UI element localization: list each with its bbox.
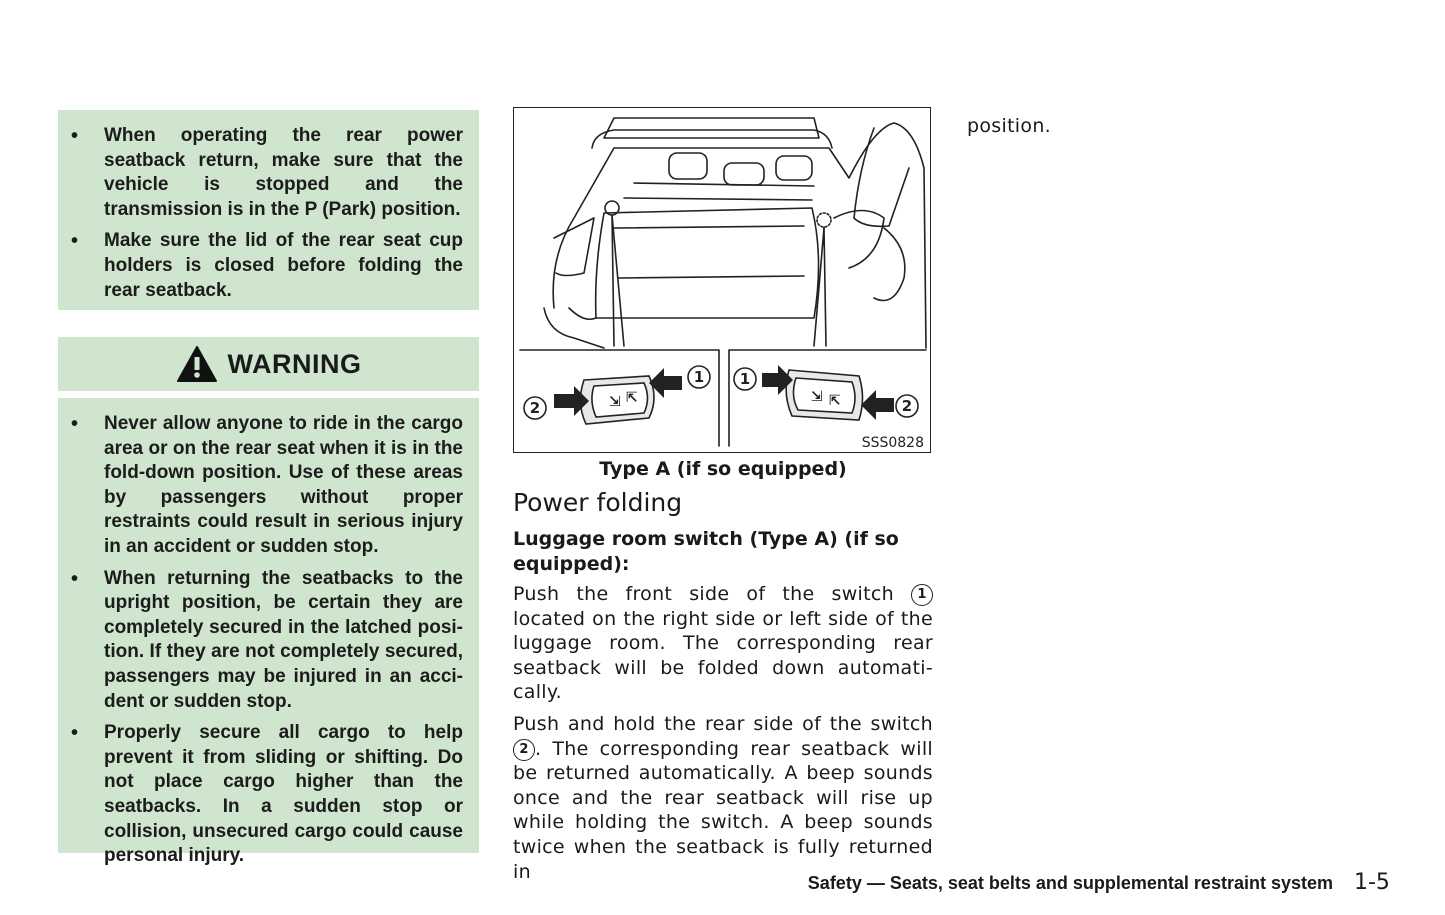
caution-note-box bbox=[58, 110, 479, 310]
luggage-switch-illustration bbox=[513, 107, 931, 453]
figure-caption: Type A (if so equipped) bbox=[599, 458, 847, 480]
caution-note-item: • When operating the rear power seatback return, make sure that the vehicle is stopped and the transmission is in the P (Park) position. bbox=[58, 124, 479, 222]
warning-item: • When returning the seatbacks to the upright position, be certain they are completely secured in the latched posi-tion. If they are not completely secured, passengers may be injured in an acci-dent or sudden stop. bbox=[58, 567, 479, 715]
paragraph-rear-switch bbox=[513, 712, 933, 884]
svg-text:⇱: ⇱ bbox=[626, 390, 638, 406]
caution-note-item: • Make sure the lid of the rear seat cup holders is closed before folding the rear seatback. bbox=[58, 229, 479, 303]
warning-title: WARNING bbox=[227, 348, 362, 379]
warning-item: • Never allow anyone to ride in the cargo area or on the rear seat when it is in the fold-down position. Use of these areas by passengers without proper restraints could result in serious injury in an accident or sudden stop. bbox=[58, 412, 479, 560]
continuation-text: position. bbox=[967, 115, 1051, 137]
svg-text:⇱: ⇱ bbox=[829, 393, 841, 409]
svg-text:⇲: ⇲ bbox=[811, 389, 823, 405]
paragraph-front-switch bbox=[513, 582, 933, 705]
callout-2-left: 2 bbox=[529, 399, 541, 417]
cargo-area-drawing bbox=[514, 108, 929, 451]
callout-1-left: 1 bbox=[693, 368, 705, 386]
warning-body bbox=[58, 398, 479, 867]
circled-number-2: 2 bbox=[513, 739, 535, 761]
callout-2-right: 2 bbox=[901, 397, 913, 415]
footer-section-label: Safety — Seats, seat belts and supplemental restraint system bbox=[807, 873, 1333, 893]
circled-number-1: 1 bbox=[911, 584, 933, 606]
callout-1-right: 1 bbox=[739, 370, 751, 388]
warning-triangle-icon bbox=[176, 345, 218, 383]
warning-header bbox=[58, 337, 479, 391]
para1-text-a: Push the front side of the switch bbox=[513, 583, 894, 605]
page-number: 1-5 bbox=[1354, 870, 1390, 895]
para1-text-b: located on the right side or left side of the luggage room. The corresponding rear seatback will be folded down automati-cally. bbox=[513, 607, 933, 704]
sub-title: Luggage room switch (Type A) (if so equipped): bbox=[513, 528, 899, 575]
section-title: Power folding bbox=[513, 488, 683, 517]
para2-text-b: . The corresponding rear seatback will be returned automatically. A beep sounds once and the rear seatback will rise up while holding the switch. A beep sounds twice when the seatback is fully returned in bbox=[513, 737, 933, 883]
warning-item: • Properly secure all cargo to help prevent it from sliding or shifting. Do not place cargo higher than the seatbacks. In a sudden stop or collision, unsecured cargo could cause personal injury. bbox=[58, 721, 479, 869]
figure-code: SSS0828 bbox=[861, 435, 924, 451]
para2-text-a: Push and hold the rear side of the switch bbox=[513, 713, 933, 735]
svg-text:⇲: ⇲ bbox=[609, 394, 621, 410]
